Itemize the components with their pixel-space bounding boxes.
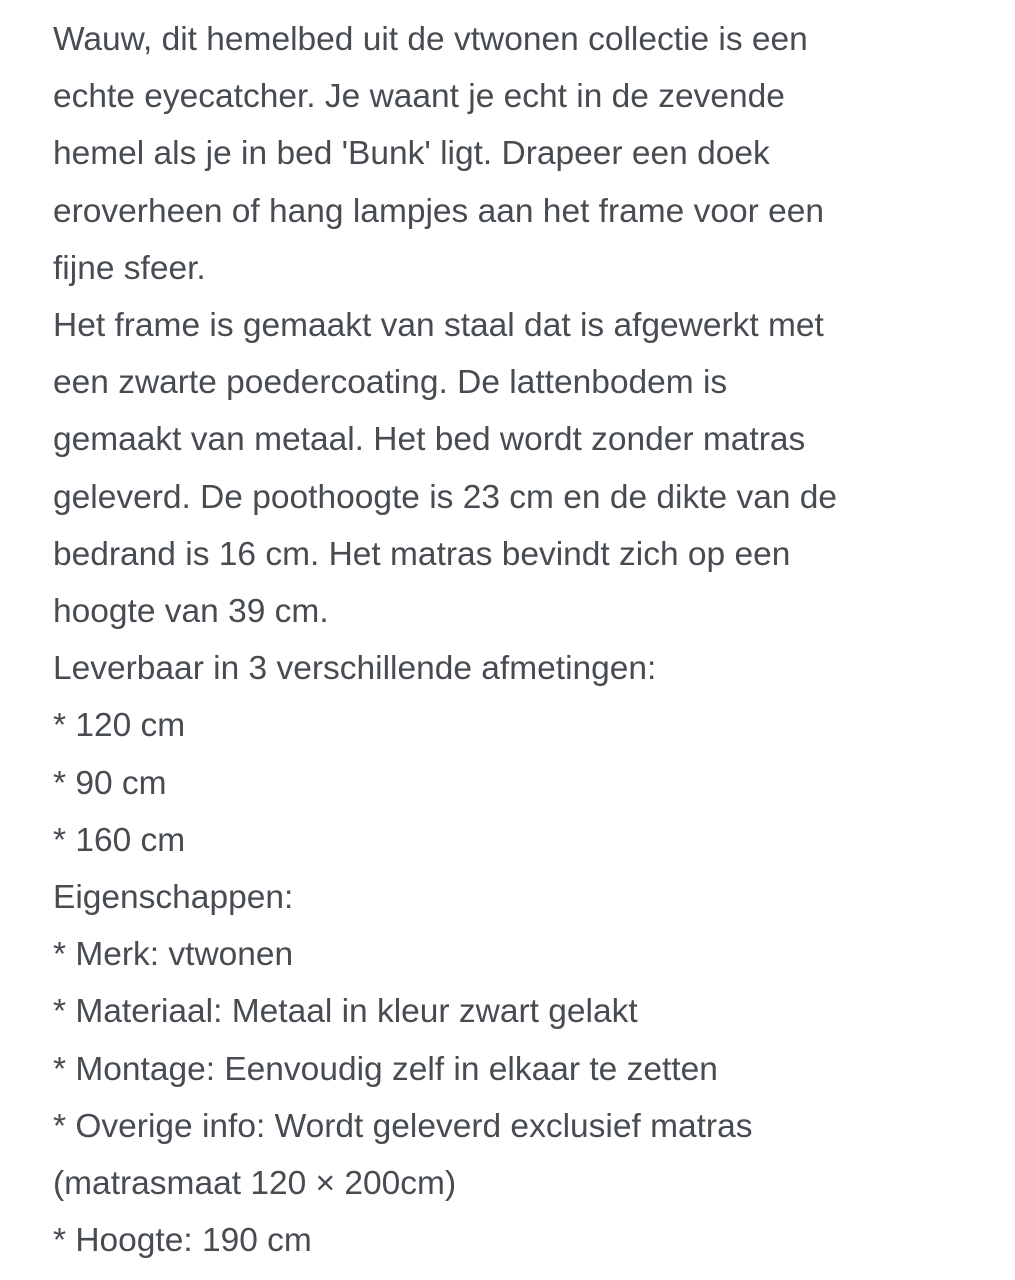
description-line: fijne sfeer. [53, 249, 206, 287]
description-line: * 160 cm [53, 821, 186, 859]
description-line: * Hoogte: 190 cm [53, 1222, 312, 1260]
description-line: gemaakt van metaal. Het bed wordt zonder matras [53, 421, 806, 459]
description-line: Leverbaar in 3 verschillende afmetingen: [53, 650, 657, 688]
description-line: * 120 cm [53, 707, 186, 745]
description-line: * Merk: vtwonen [53, 936, 294, 974]
description-line: geleverd. De poothoogte is 23 cm en de dikte van de [53, 478, 838, 516]
description-line: een zwarte poedercoating. De lattenbodem is [53, 364, 728, 402]
description-line: eroverheen of hang lampjes aan het frame voor een [53, 192, 824, 230]
description-line: bedrand is 16 cm. Het matras bevindt zich op een [53, 535, 791, 573]
description-line: hoogte van 39 cm. [53, 593, 329, 631]
description-line: echte eyecatcher. Je waant je echt in de zevende [53, 78, 785, 116]
description-line: hemel als je in bed 'Bunk' ligt. Drapeer een doek [53, 135, 770, 173]
description-line: * Montage: Eenvoudig zelf in elkaar te zetten [53, 1050, 718, 1088]
description-line: * Materiaal: Metaal in kleur zwart gelakt [53, 993, 638, 1031]
description-line: * Overige info: Wordt geleverd exclusief matras [53, 1107, 753, 1145]
product-description [53, 11, 837, 1269]
description-line: Het frame is gemaakt van staal dat is afgewerkt met [53, 307, 824, 345]
description-line: Eigenschappen: [53, 879, 294, 917]
description-line: * 90 cm [53, 764, 167, 802]
description-line: (matrasmaat 120 × 200cm) [53, 1165, 457, 1203]
description-line: Wauw, dit hemelbed uit de vtwonen collectie is een [53, 21, 808, 58]
